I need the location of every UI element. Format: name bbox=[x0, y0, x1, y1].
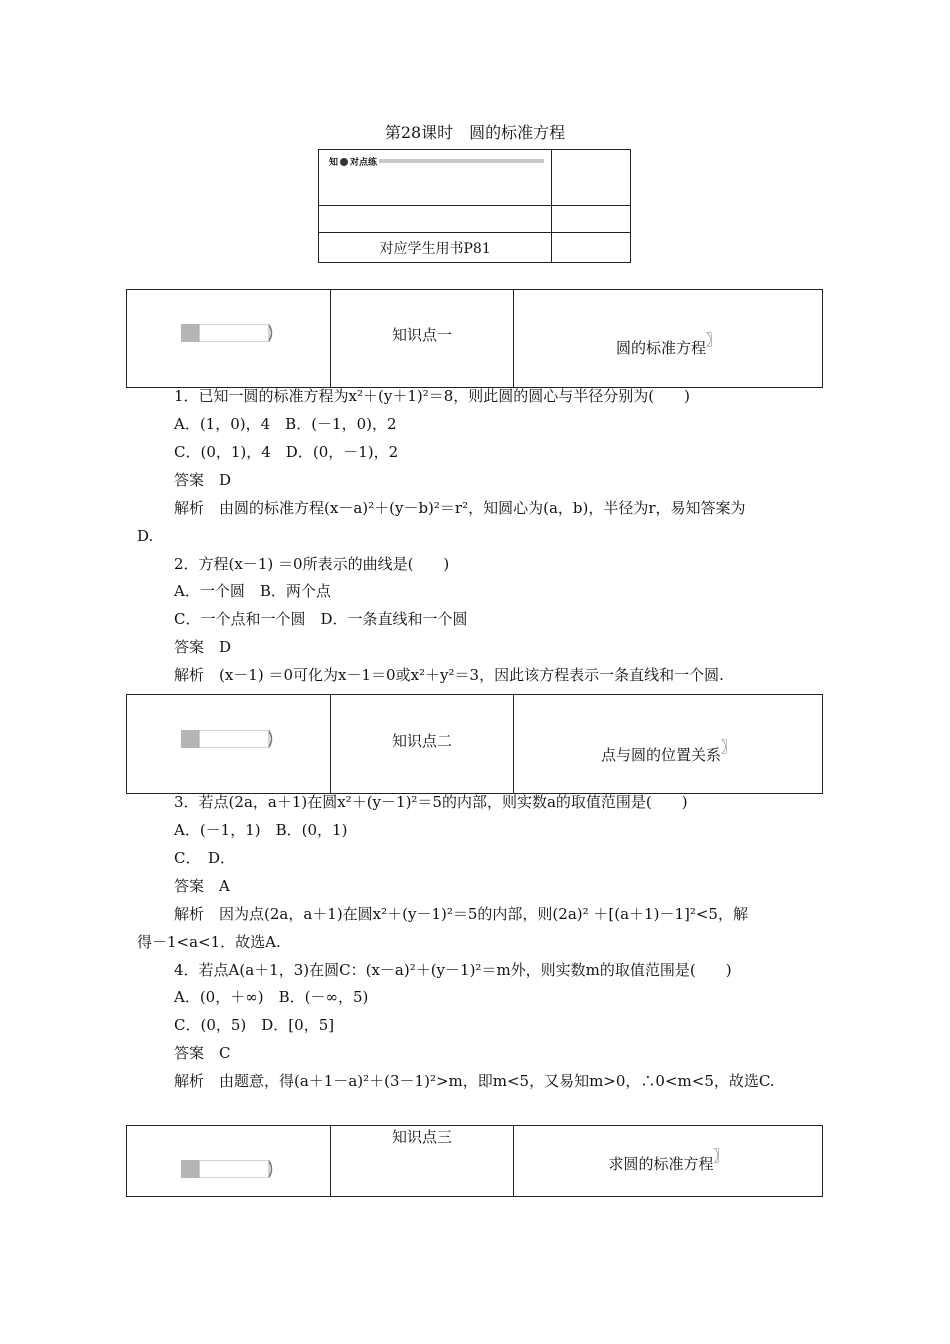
knowledge-box-2 bbox=[126, 694, 823, 794]
text-line: 解析 (x－1) ＝0可化为x－1＝0或x²＋y²＝3，因此该方程表示一条直线和一个圆. bbox=[174, 666, 724, 684]
header-table bbox=[318, 149, 631, 263]
page-title: 第28课时 圆的标准方程 bbox=[384, 123, 566, 142]
text-line: D. bbox=[137, 527, 154, 545]
text-line: 解析 由圆的标准方程(x－a)²＋(y－b)²＝r²，知圆心为(a，b)，半径为r，易知答案为 bbox=[174, 499, 746, 517]
knowledge-label-3: 知识点三 bbox=[391, 1128, 452, 1146]
text-line: 1．已知一圆的标准方程为x²＋(y＋1)²＝8，则此圆的圆心与半径分别为( ) bbox=[174, 387, 691, 405]
text-line: 解析 因为点(2a，a＋1)在圆x²＋(y－1)²＝5的内部，则(2a)² ＋[(a＋1)－1]²<5，解 bbox=[174, 905, 748, 923]
text-line: 答案 D bbox=[174, 471, 232, 489]
knowledge-label-1: 知识点一 bbox=[391, 326, 452, 344]
text-line: 3．若点(2a，a＋1)在圆x²＋(y－1)²＝5的内部，则实数a的取值范围是( ) bbox=[174, 793, 688, 811]
text-line: A．(－1，1) B．(0，1) bbox=[174, 821, 348, 839]
text-line: C．(0，5) D．[0，5] bbox=[174, 1016, 335, 1034]
knowledge-topic-1 bbox=[514, 330, 822, 358]
text-line: 答案 C bbox=[174, 1044, 231, 1062]
knowledge-label-2: 知识点二 bbox=[391, 732, 452, 750]
banner-label: 对点练 bbox=[350, 158, 378, 168]
banner-cell bbox=[319, 150, 552, 206]
text-line: 答案 A bbox=[174, 877, 230, 895]
topic-text-3: 求圆的标准方程 bbox=[608, 1155, 714, 1173]
banner-bar bbox=[379, 159, 544, 163]
text-line: 答案 D bbox=[174, 638, 232, 656]
text-line: A．(0，＋∞) B．(－∞，5) bbox=[174, 988, 369, 1006]
text-line: 4．若点A(a＋1，3)在圆C：(x－a)²＋(y－1)²＝m外，则实数m的取值范围是( ) bbox=[174, 961, 732, 979]
tab-marker-icon bbox=[181, 1160, 275, 1178]
student-book-ref: 对应学生用书P81 bbox=[319, 233, 552, 263]
text-line: A．一个圆 B．两个点 bbox=[174, 582, 331, 600]
knowledge-topic-3 bbox=[514, 1146, 822, 1174]
text-line: C． D． bbox=[174, 849, 236, 867]
knowledge-topic-2 bbox=[514, 737, 822, 765]
banner-char: 知 bbox=[329, 158, 339, 168]
bracket-icon: 〗 bbox=[721, 740, 735, 756]
banner-text bbox=[329, 155, 377, 168]
knowledge-box-1 bbox=[126, 289, 823, 388]
text-line: 得－1<a<1．故选A. bbox=[137, 933, 281, 951]
knowledge-box-3 bbox=[126, 1125, 823, 1197]
text-line: 解析 由题意，得(a＋1－a)²＋(3－1)²>m，即m<5，又易知m>0，∴0<m<5，故选C. bbox=[174, 1072, 775, 1090]
topic-text-2: 点与圆的位置关系 bbox=[600, 746, 721, 764]
text-line: 2．方程(x－1) ＝0所表示的曲线是( ) bbox=[174, 555, 450, 573]
tab-marker-icon bbox=[181, 730, 275, 748]
banner-dot-icon bbox=[340, 158, 348, 166]
bracket-icon: 〗 bbox=[706, 333, 720, 349]
tab-marker-icon bbox=[181, 324, 275, 342]
text-line: C．一个点和一个圆 D．一条直线和一个圆 bbox=[174, 610, 468, 628]
topic-text-1: 圆的标准方程 bbox=[615, 339, 706, 357]
bracket-icon: 〗 bbox=[713, 1149, 728, 1165]
text-line: C．(0，1)，4 D．(0，－1)，2 bbox=[174, 443, 399, 461]
text-line: A．(1，0)，4 B．(－1，0)，2 bbox=[174, 415, 397, 433]
